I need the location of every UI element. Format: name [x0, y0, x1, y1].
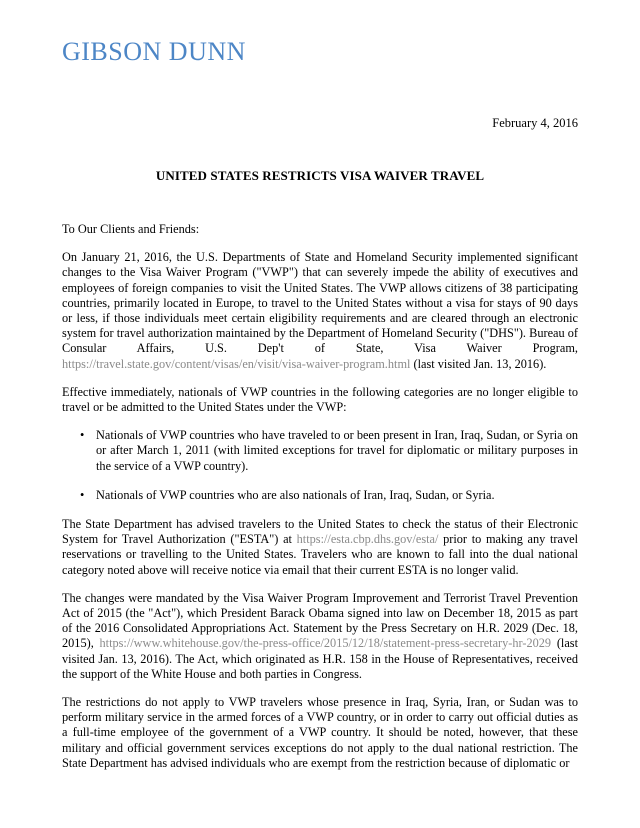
paragraph-exceptions: The restrictions do not apply to VWP travelers whose presence in Iraq, Syria, Iran, or Sudan was to perform military service in the armed forces of a VWP country, or in order to carry out official duties as a full-time employee of the government of a VWP country. It should be noted, however, that these military and official government services exceptions do not apply to the dual national restriction. The State Department has advised individuals who are exempt from the restriction because of diplomatic or [62, 695, 578, 770]
document-date: February 4, 2016 [492, 116, 578, 130]
paragraph-intro-tail: (last visited Jan. 13, 2016). [410, 356, 547, 371]
list-item-text: Nationals of VWP countries who are also nationals of Iran, Iraq, Sudan, or Syria. [96, 487, 495, 502]
document-title: UNITED STATES RESTRICTS VISA WAIVER TRAVEL [155, 168, 485, 183]
bullet-icon: • [80, 487, 85, 502]
esta-link[interactable]: https://esta.cbp.dhs.gov/esta/ [296, 532, 439, 547]
paragraph-intro [62, 250, 578, 372]
whitehouse-statement-link[interactable]: https://www.whitehouse.gov/the-press-office/2015/12/18/statement-press-secretary-hr-2029 [99, 636, 552, 651]
bullet-icon: • [80, 428, 85, 443]
document-body [62, 222, 578, 771]
paragraph-act-tail: (last visited Jan. 13, 2016). The Act, which originated as H.R. 158 in the House of Representatives, received the support of the White House and both parties in Congress. [62, 636, 578, 681]
paragraph-eligibility: Effective immediately, nationals of VWP countries in the following categories are no longer eligible to travel or be admitted to the United States under the VWP: [62, 384, 578, 415]
paragraph-esta-text: The State Department has advised travelers to the United States to check the status of their Electronic System for Travel Authorization ("ESTA") at [62, 517, 578, 547]
paragraph-act [62, 591, 578, 682]
list-item [62, 488, 578, 503]
paragraph-esta [62, 517, 578, 578]
paragraph-intro-text: On January 21, 2016, the U.S. Departments of State and Homeland Security implemented significant changes to the Visa Waiver Program ("VWP") that can severely impede the ability of executives and employees of foreign companies to visit the United States. The VWP allows citizens of 38 participating countries, primarily located in Europe, to travel to the United States without a visa for stays of 90 days or less, if those individuals meet certain eligibility requirements and are cleared through an electronic system for travel authorization maintained by the Department of Homeland Security ("DHS"). Bureau of Consular Affairs, U.S. Dep't of State, Visa Waiver Program, [62, 250, 578, 356]
visa-waiver-program-link[interactable]: https://travel.state.gov/content/visas/en/visit/visa-waiver-program.html [62, 356, 411, 371]
paragraph-act-text: The changes were mandated by the Visa Waiver Program Improvement and Terrorist Travel Prevention Act of 2015 (the "Act"), which President Barack Obama signed into law on December 18, 2015 as part of the 2016 Consolidated Appropriations Act. Statement by the Press Secretary on H.R. 2029 (Dec. 18, 2015), [62, 590, 578, 651]
salutation: To Our Clients and Friends: [62, 222, 200, 236]
firm-logo: GIBSON DUNN [62, 37, 246, 66]
paragraph-esta-tail: prior to making any travel reservations or travelling to the United States. Travelers who are known to fall into the dual national category noted above will receive notice via email that their current ESTA is no longer valid. [62, 532, 578, 577]
list-item [62, 428, 578, 474]
restriction-list [62, 428, 578, 503]
list-item-text: Nationals of VWP countries who have traveled to or been present in Iran, Iraq, Sudan, or Syria on or after March 1, 2011 (with limited exceptions for travel for diplomatic or military purposes in the service of a VWP country). [96, 428, 578, 473]
